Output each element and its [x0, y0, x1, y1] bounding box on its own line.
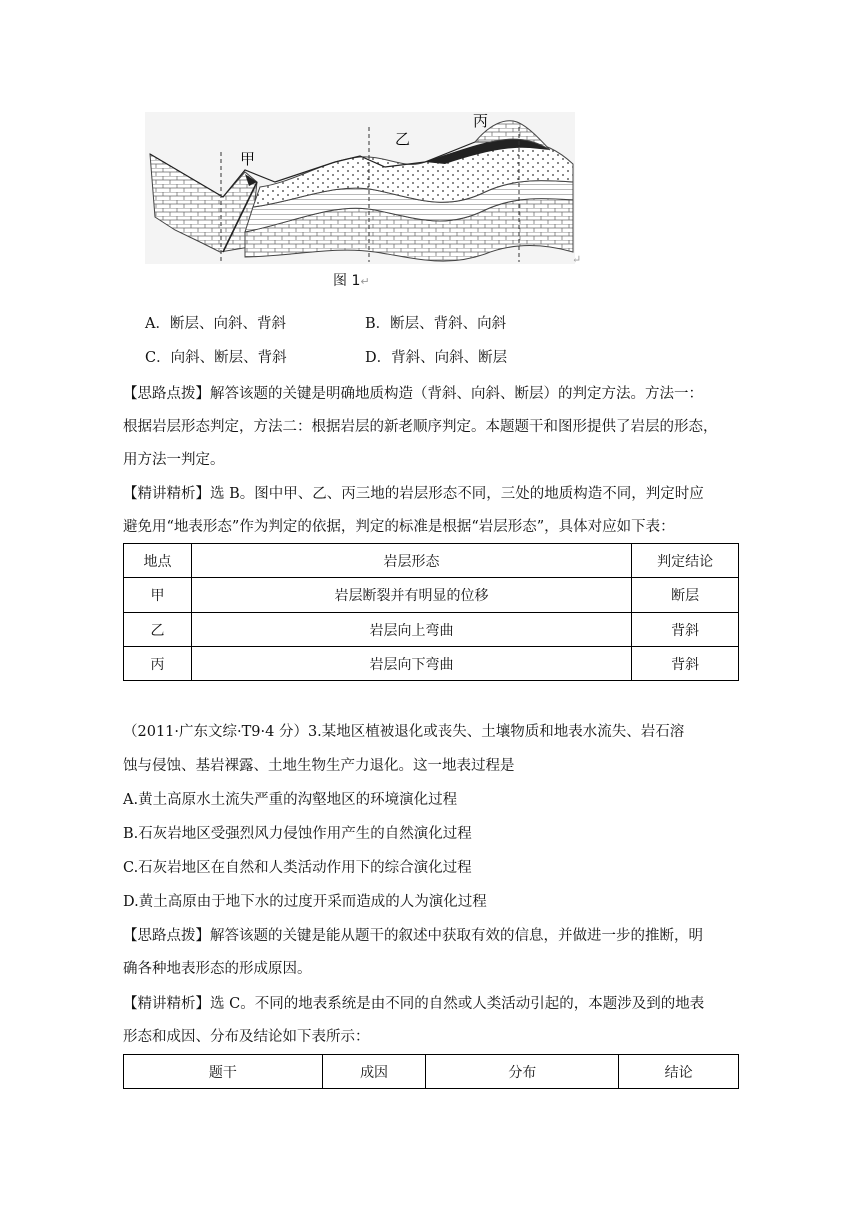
label-bing: 丙	[473, 112, 489, 130]
cell-conclusion: 背斜	[632, 647, 739, 681]
option-c: C．向斜、断层、背斜	[145, 350, 287, 366]
q3-stem-line-1: （2011·广东文综·T9·4 分）3.某地区植被退化或丧失、土壤物质和地表水流失、岩石溶	[123, 724, 685, 740]
header-strata-form: 岩层形态	[191, 544, 631, 578]
q3-option-c: C.石灰岩地区在自然和人类活动作用下的综合演化过程	[123, 860, 472, 876]
table-header-row	[124, 544, 739, 578]
q3-option-b: B.石灰岩地区受强烈风力侵蚀作用产生的自然演化过程	[123, 826, 472, 842]
cell-location: 甲	[124, 578, 192, 613]
header-conclusion: 结论	[619, 1055, 739, 1089]
q3-stem-line-2: 蚀与侵蚀、基岩裸露、土地生物生产力退化。这一地表过程是	[123, 758, 515, 774]
header-distribution: 分布	[426, 1055, 619, 1089]
figure-caption	[333, 270, 370, 290]
table-row	[124, 613, 739, 647]
q2-analysis-line-1: 【精讲精析】选 B。图中甲、乙、丙三地的岩层形态不同，三处的地质构造不同，判定时应	[123, 486, 704, 502]
cell-strata-form: 岩层断裂并有明显的位移	[191, 578, 631, 613]
figure-caption-text: 图 1	[333, 273, 361, 289]
label-jia: 甲	[240, 150, 256, 168]
landform-table	[123, 1054, 739, 1089]
cell-location: 丙	[124, 647, 192, 681]
table-row	[124, 647, 739, 681]
cell-conclusion: 背斜	[632, 613, 739, 647]
q2-hint-line-1: 【思路点拨】解答该题的关键是明确地质构造（背斜、向斜、断层）的判定方法。方法一：	[123, 386, 703, 402]
label-yi: 乙	[395, 130, 411, 148]
q2-hint-line-2: 根据岩层形态判定，方法二：根据岩层的新老顺序判定。本题题干和图形提供了岩层的形态，	[123, 419, 718, 435]
q2-hint-line-3: 用方法一判定。	[123, 452, 225, 468]
cell-conclusion: 断层	[632, 578, 739, 613]
figure-return-mark: ↵	[572, 253, 582, 266]
q3-option-d: D.黄土高原由于地下水的过度开采而造成的人为演化过程	[123, 894, 487, 910]
caption-return-mark: ↵	[360, 275, 370, 288]
q3-hint-line-2: 确各种地表形态的形成原因。	[123, 961, 312, 977]
option-b: B．断层、背斜、向斜	[365, 316, 507, 332]
table-row	[124, 578, 739, 613]
header-stem: 题干	[124, 1055, 323, 1089]
header-conclusion: 判定结论	[632, 544, 739, 578]
q3-analysis-line-1: 【精讲精析】选 C。不同的地表系统是由不同的自然或人类活动引起的，本题涉及到的地表	[123, 996, 705, 1012]
q3-hint-line-1: 【思路点拨】解答该题的关键是能从题干的叙述中获取有效的信息，并做进一步的推断，明	[123, 928, 703, 944]
header-cause: 成因	[322, 1055, 426, 1089]
q3-option-a: A.黄土高原水土流失严重的沟壑地区的环境演化过程	[123, 792, 458, 808]
q2-analysis-line-2: 避免用“地表形态”作为判定的依据，判定的标准是根据“岩层形态”，具体对应如下表：	[123, 519, 675, 535]
option-a: A．断层、向斜、背斜	[145, 316, 286, 332]
header-location: 地点	[124, 544, 192, 578]
structure-table	[123, 543, 739, 681]
cell-strata-form: 岩层向下弯曲	[191, 647, 631, 681]
cell-strata-form: 岩层向上弯曲	[191, 613, 631, 647]
table-header-row	[124, 1055, 739, 1089]
geological-section-figure	[145, 112, 575, 264]
cell-location: 乙	[124, 613, 192, 647]
option-d: D．背斜、向斜、断层	[365, 350, 508, 366]
q3-analysis-line-2: 形态和成因、分布及结论如下表所示：	[123, 1029, 370, 1045]
